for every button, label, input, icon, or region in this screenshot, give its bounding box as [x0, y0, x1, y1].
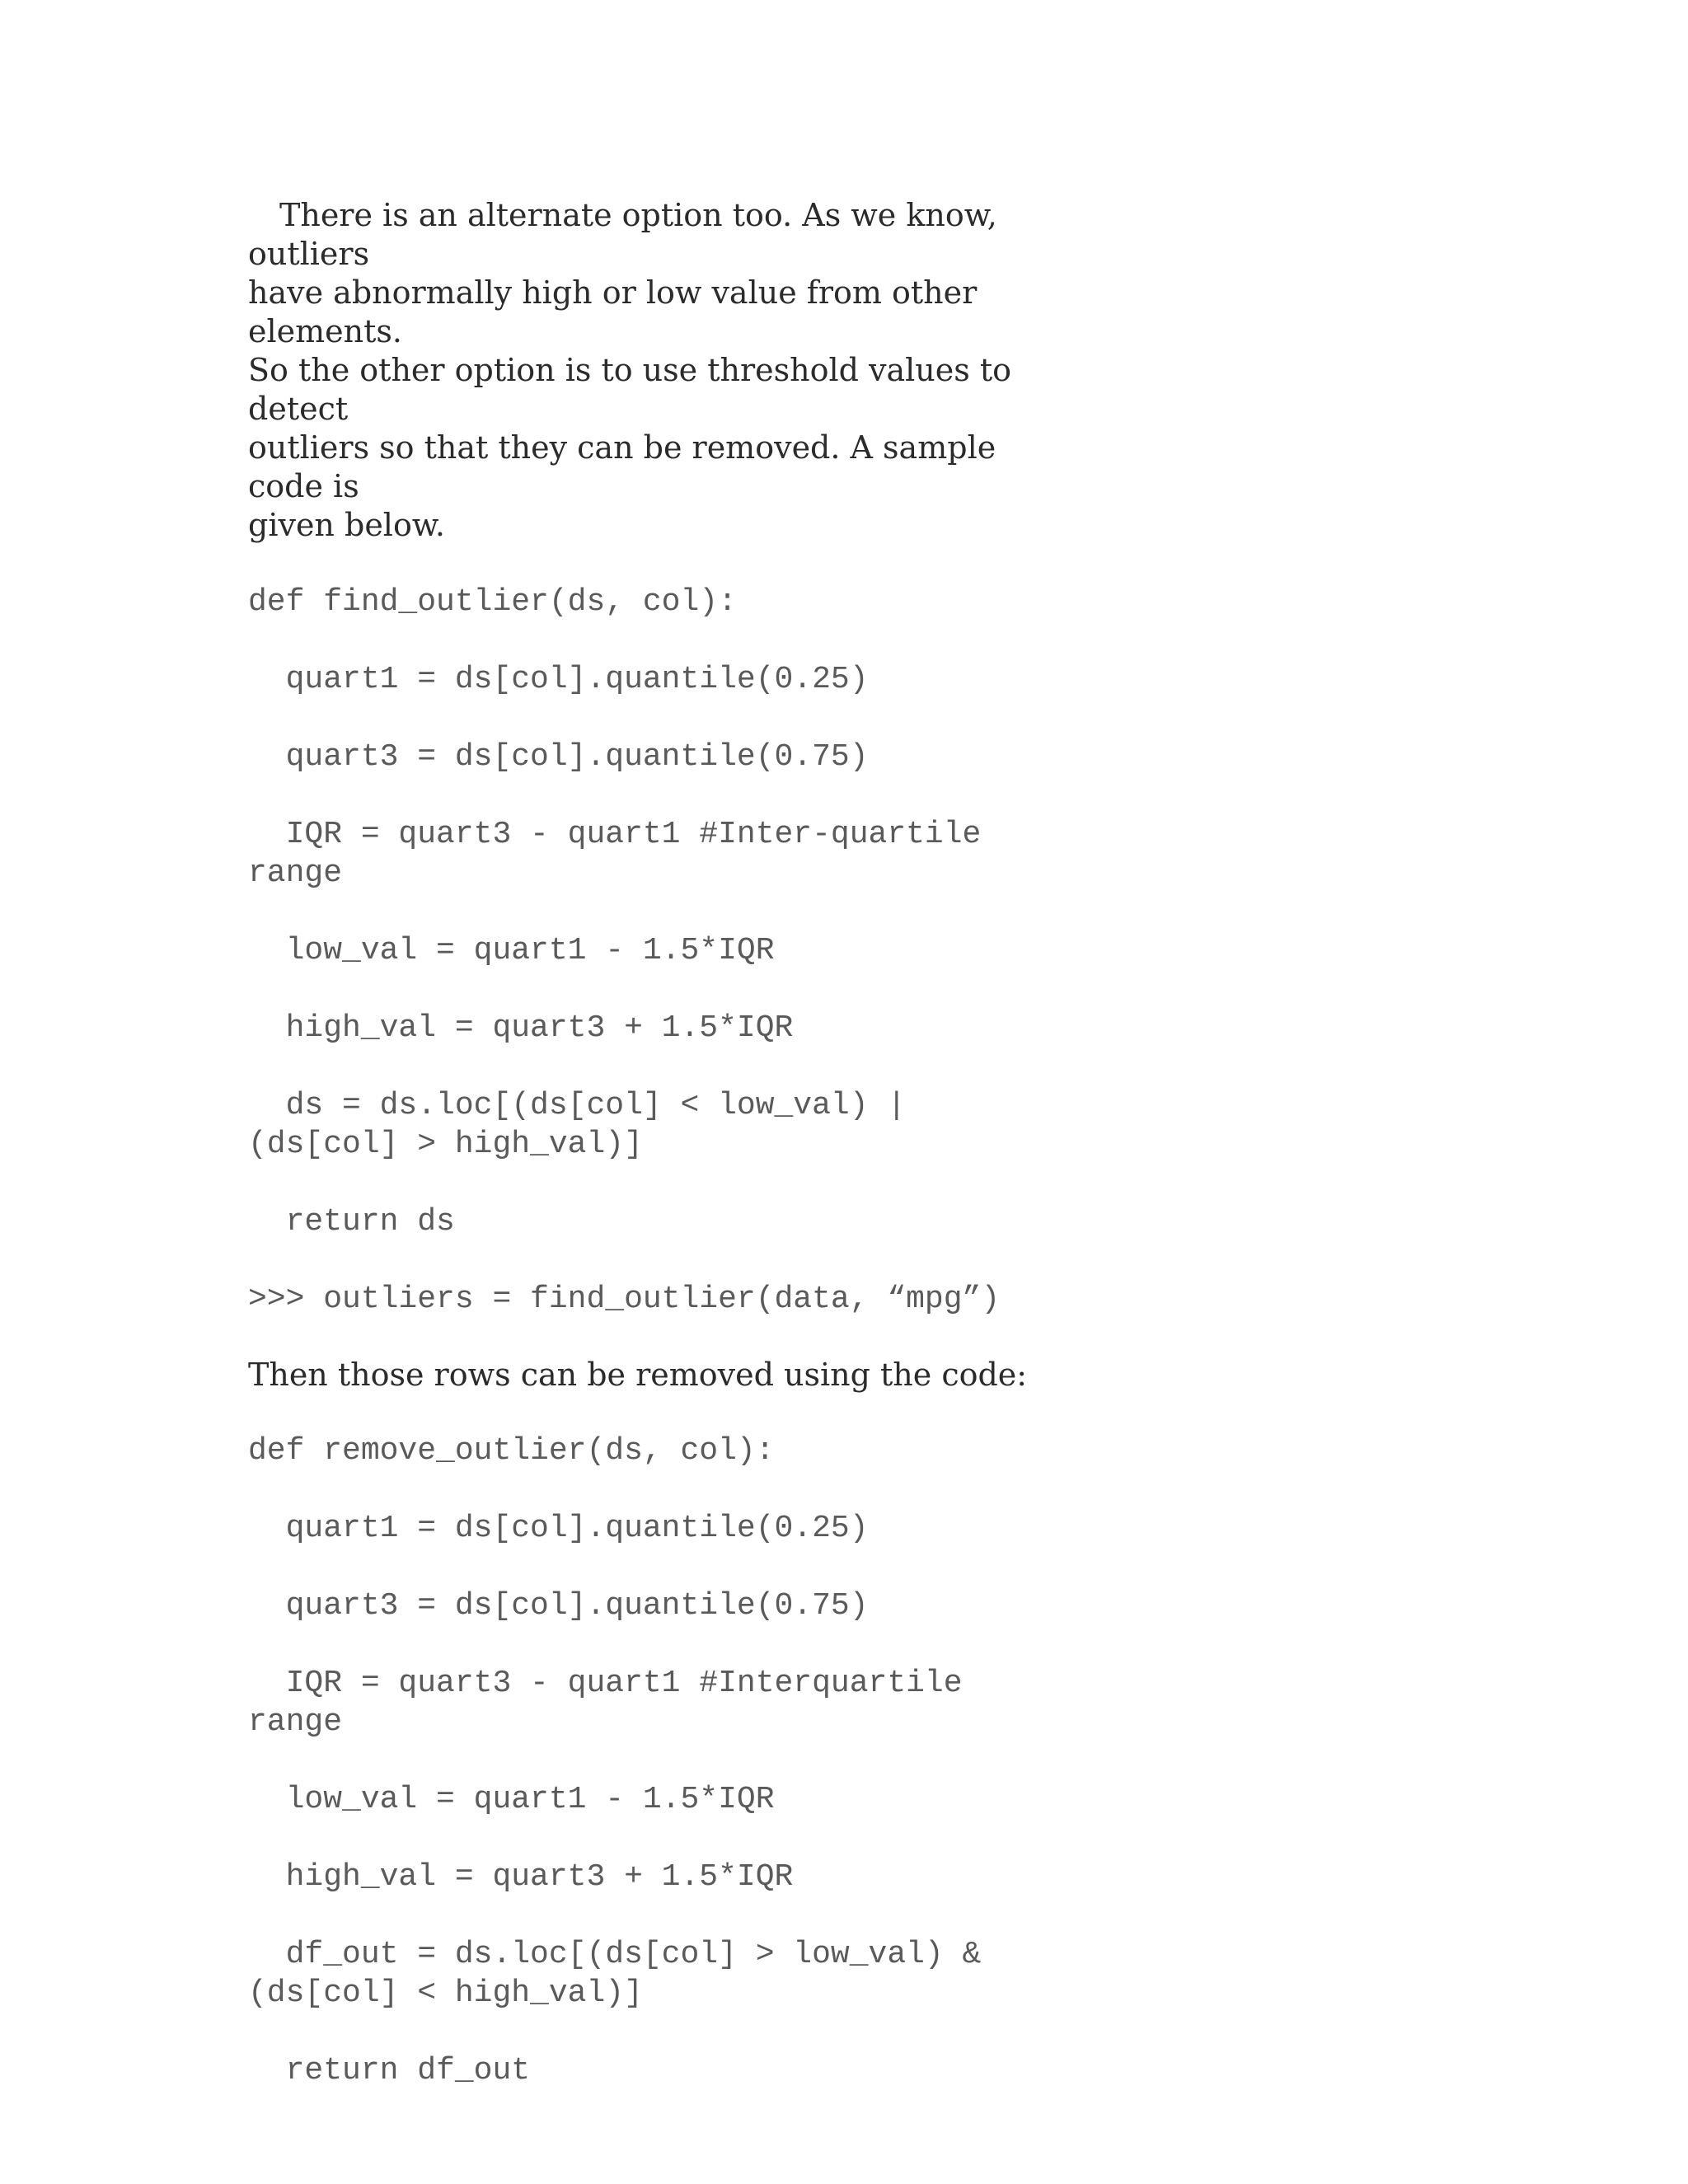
intro-paragraph [248, 196, 1072, 545]
code-line: low_val = quart1 - 1.5*IQR [248, 933, 775, 968]
code-line [248, 970, 1072, 1009]
spacer [248, 1394, 1072, 1432]
code-line [248, 1047, 1072, 1086]
code-line: quart1 = ds[col].quantile(0.25) [248, 1511, 869, 1546]
code-line: high_val = quart3 + 1.5*IQR [248, 1010, 794, 1046]
document-page [248, 196, 1072, 2090]
find-outlier-code-block [248, 583, 1072, 1319]
code-line: quart1 = ds[col].quantile(0.25) [248, 662, 869, 697]
intro-line: outliers so that they can be removed. A sample code is [248, 429, 996, 504]
spacer [248, 545, 1072, 583]
code-line: def find_outlier(ds, col): [248, 584, 737, 620]
code-line [248, 776, 1072, 815]
code-line: def remove_outlier(ds, col): [248, 1433, 775, 1469]
code-line [248, 1470, 1072, 1509]
transition-paragraph: Then those rows can be removed using the code: [248, 1357, 1028, 1393]
code-line [248, 621, 1072, 660]
code-line: quart3 = ds[col].quantile(0.75) [248, 739, 869, 775]
intro-line: have abnormally high or low value from other elements. [248, 274, 978, 349]
code-line: return df_out [248, 2053, 531, 2088]
code-line: df_out = ds.loc[(ds[col] > low_val) & [248, 1937, 982, 1972]
code-line [248, 1164, 1072, 1202]
code-line: return ds [248, 1204, 455, 1240]
code-line [248, 699, 1072, 738]
code-line: (ds[col] > high_val)] [248, 1127, 643, 1162]
code-line [248, 2013, 1072, 2051]
intro-line: So the other option is to use threshold values to detect [248, 352, 1011, 427]
code-line: ds = ds.loc[(ds[col] < low_val) | [248, 1088, 907, 1123]
code-line: range [248, 855, 343, 891]
remove-outlier-code-block [248, 1432, 1072, 2090]
code-line [248, 1819, 1072, 1858]
code-line: IQR = quart3 - quart1 #Interquartile [248, 1666, 963, 1701]
code-line: high_val = quart3 + 1.5*IQR [248, 1859, 794, 1895]
intro-line: given below. [248, 507, 445, 543]
code-line [248, 893, 1072, 931]
code-line [248, 1548, 1072, 1586]
code-line: low_val = quart1 - 1.5*IQR [248, 1782, 775, 1817]
code-line: quart3 = ds[col].quantile(0.75) [248, 1588, 869, 1624]
code-line: >>> outliers = find_outlier(data, “mpg”) [248, 1282, 1001, 1317]
intro-line: There is an alternate option too. As we know, outliers [248, 197, 997, 272]
code-line: (ds[col] < high_val)] [248, 1975, 643, 2011]
code-line [248, 1625, 1072, 1664]
code-line [248, 1741, 1072, 1780]
code-line: IQR = quart3 - quart1 #Inter-quartile [248, 817, 982, 852]
code-line [248, 1896, 1072, 1935]
spacer [248, 1319, 1072, 1356]
code-line [248, 1241, 1072, 1280]
code-line: range [248, 1704, 343, 1740]
